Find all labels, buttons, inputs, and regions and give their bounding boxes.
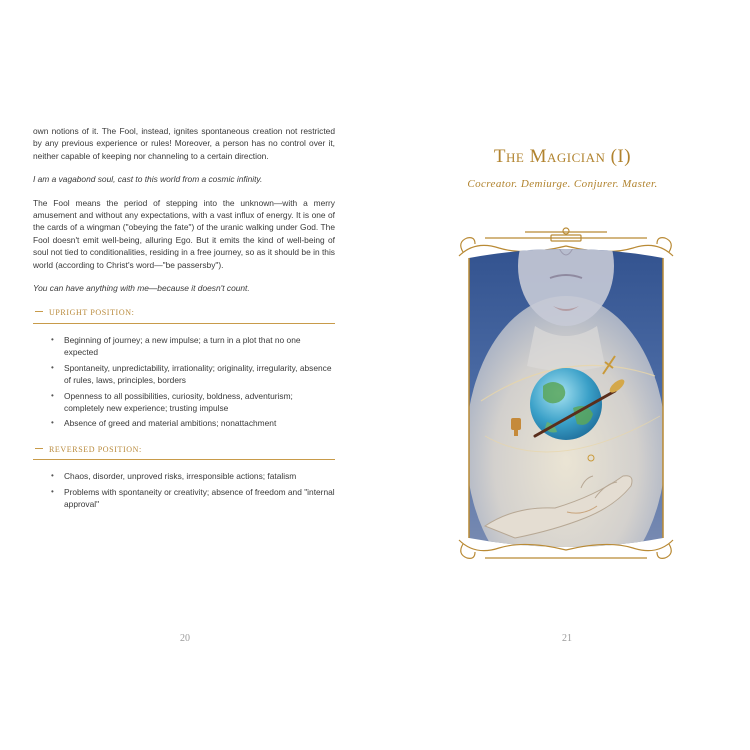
quote-2: You can have anything with me—because it doesn't count. (33, 283, 250, 294)
card-title: The Magician (I) (493, 146, 632, 167)
list-item: • Openness to all possibilities, curiosity, boldness, adventurism; completely new experience; trusting impulse (51, 390, 335, 415)
right-page (375, 0, 750, 750)
reversed-heading: REVERSED POSITION: (33, 442, 335, 460)
list-item: • Spontaneity, unpredictability, irrationality; originality, irregularity, absence of rules, laws, principles, borders (51, 362, 335, 387)
upright-heading: UPRIGHT POSITION: (33, 305, 335, 323)
paragraph-2: The Fool means the period of stepping into the unknown—with a merry amusement and without any expectations, with a vast influx of energy. It is one of the cards of a wingman ("obeying the fate") of the uranic walking under God. The Fool doesn't emit well-being, alluring Ego. But it emits the kind of well-being of soul not tied to conditionalities, residing in a free journey, so as it should be in this world (according to Christ's word—"be passersby"). (33, 197, 335, 270)
page-number-right: 21 (562, 633, 572, 644)
list-item: • Beginning of journey; a new impulse; a turn in a plot that no one expected (51, 334, 335, 359)
list-item: • Absence of greed and material ambitions; nonattachment (51, 417, 335, 429)
quote-1: I am a vagabond soul, cast to this world from a cosmic infinity. (33, 174, 263, 185)
upright-list (33, 334, 335, 430)
list-item: • Chaos, disorder, unproved risks, irresponsible actions; fatalism (51, 470, 335, 482)
page-number-left: 20 (180, 633, 190, 644)
list-item: • Problems with spontaneity or creativity; absence of freedom and "internal approval" (51, 486, 335, 511)
card-subtitle: Cocreator. Demiurge. Conjurer. Master. (467, 178, 658, 190)
left-page-body (33, 125, 335, 522)
paragraph-1: own notions of it. The Fool, instead, ignites spontaneous creation not restricted by any previous experience or rules! Moreover, a person has no control over it, neither capable of keeping nor channeling to a certain direction. (33, 126, 335, 161)
reversed-list (33, 470, 335, 510)
tarot-card-illustration (455, 226, 677, 568)
